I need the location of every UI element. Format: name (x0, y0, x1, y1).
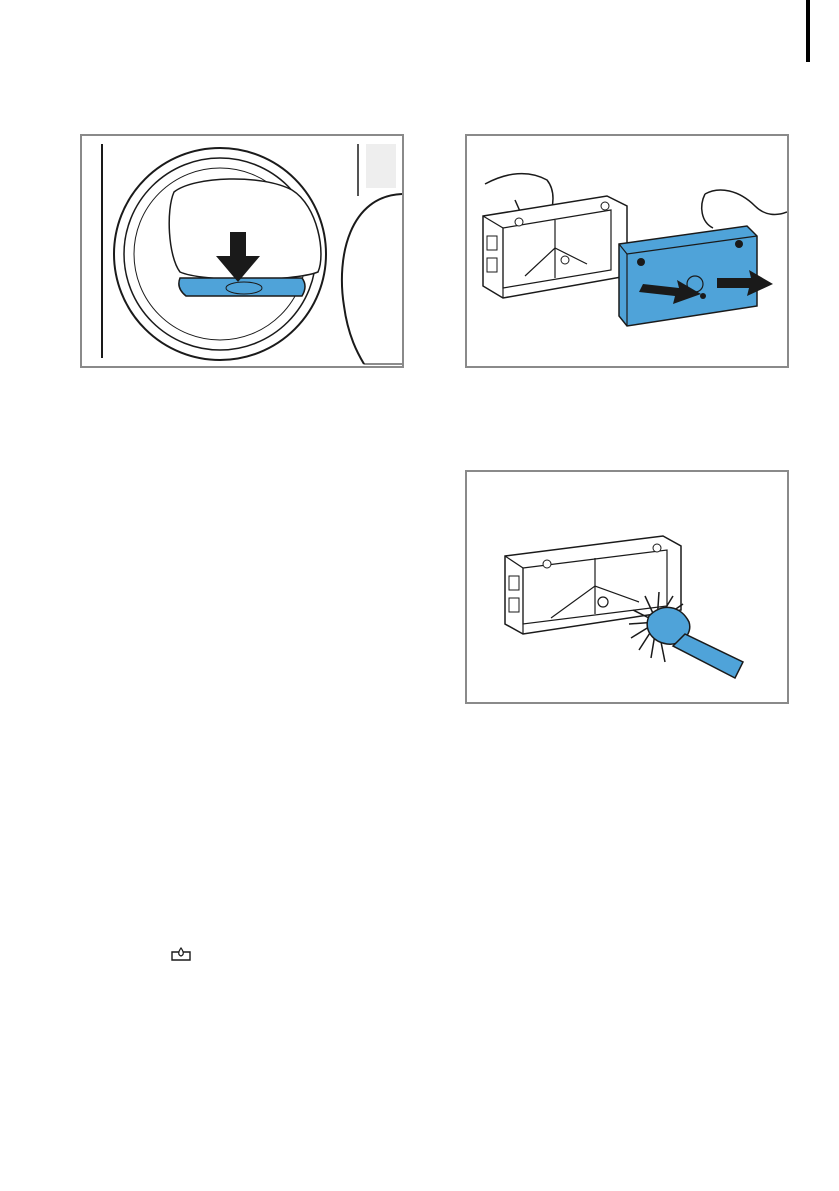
dryer-door-filter-press-illustration (82, 136, 402, 366)
filter-frame-brush-clean-illustration (467, 472, 787, 702)
filter-clean-symbol-icon (170, 946, 192, 964)
filter-frame-remove-sponge-illustration (467, 136, 787, 366)
dryer-door-filter-figure (80, 134, 404, 368)
page-edge-marker (806, 0, 810, 62)
filter-sponge-removal-figure (465, 134, 789, 368)
filter-brush-cleaning-figure (465, 470, 789, 704)
